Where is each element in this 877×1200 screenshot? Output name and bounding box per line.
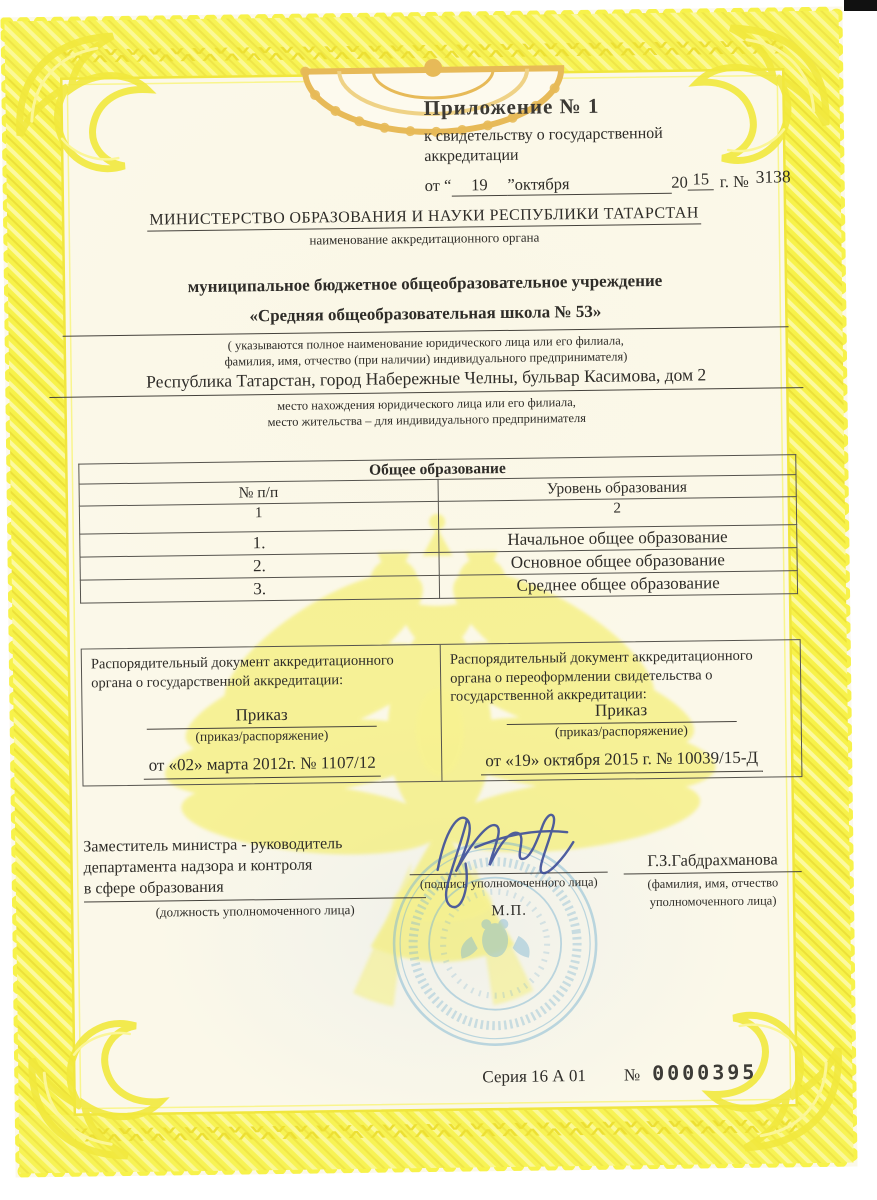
education-levels-table — [78, 454, 798, 603]
date-year-handwritten: 15 — [688, 169, 714, 190]
date-from-label: от “ — [424, 175, 452, 196]
order-right-cell — [440, 640, 802, 781]
header-subtitle-line: аккредитации — [424, 146, 519, 166]
orders-section — [81, 639, 803, 786]
order-date-line: от «19» октября 2015 г. № 10039/15-Д — [480, 747, 763, 775]
order-heading: Распорядительный документ аккредитационного органа о переоформлении свидетельства о государственной аккредитации: — [449, 647, 753, 705]
order-left-cell — [82, 645, 442, 786]
row-level: Начальное общее образование — [438, 525, 797, 553]
order-date-line: от «02» марта 2012г. № 1107/12 — [143, 752, 381, 780]
handwritten-signature — [415, 794, 595, 914]
organization-name-line2: «Средняя общеобразовательная школа № 53» — [62, 299, 788, 337]
address-block — [49, 363, 804, 433]
row-num: 3. — [80, 575, 439, 603]
official-position-block — [83, 832, 426, 922]
column-index-num: 1 — [79, 501, 438, 534]
organization-block — [62, 269, 789, 371]
name-caption: уполномоченного лица) — [649, 893, 777, 910]
date-year-suffix: г. № — [719, 171, 749, 192]
order-doc-caption: (приказ/распоряжение) — [554, 722, 688, 740]
serial-number: 0000395 — [651, 1059, 758, 1086]
signature-caption: (подпись уполномоченного лица) — [419, 874, 598, 892]
position-caption: (должность уполномоченного лица) — [155, 902, 355, 920]
position-line: департамента надзора и контроля — [83, 856, 313, 877]
organization-caption: фамилия, имя, отчество (при наличии) индивидуального предпринимателя) — [224, 349, 628, 369]
column-index-level: 2 — [438, 497, 797, 530]
row-num: 2. — [80, 552, 439, 580]
number-sign: № — [623, 1065, 641, 1085]
position-line: в сфере образования — [84, 874, 426, 903]
order-heading: Распорядительный документ аккредитационного органа о государственной аккредитации: — [90, 652, 394, 691]
signature-block — [409, 826, 608, 922]
header-block — [423, 91, 791, 197]
date-day-value: 19 — [451, 175, 507, 197]
signature-line — [409, 826, 608, 876]
address-value: Республика Татарстан, город Набережные Челны, бульвар Касимова, дом 2 — [49, 363, 803, 398]
column-header-num: № п/п — [79, 479, 438, 506]
page-title: Приложение № 1 — [423, 93, 600, 121]
certificate-number: 3138 — [755, 166, 791, 187]
official-name: Г.З.Габдрахманова — [623, 849, 801, 874]
address-caption: место нахождения юридического лица или его филиала, — [277, 395, 576, 413]
accreditation-date-line — [424, 166, 791, 197]
header-subtitle-line: к свидетельству о государственной — [423, 124, 663, 146]
name-caption: (фамилия, имя, отчество — [647, 875, 779, 892]
order-doc-caption: (приказ/распоряжение) — [195, 727, 329, 745]
certificate-page — [0, 7, 857, 1178]
organization-caption: ( указываются полное наименование юридического лица или его филиала, — [227, 333, 624, 353]
order-doc-type: Приказ — [506, 698, 736, 725]
table-title: Общее образование — [79, 455, 796, 484]
official-name-block — [623, 849, 802, 911]
authority-name: МИНИСТЕРСТВО ОБРАЗОВАНИЯ И НАУКИ РЕСПУБЛИКИ ТАТАРСТАН — [147, 204, 701, 231]
organization-name-line1: муниципальное бюджетное общеобразовательное учреждение — [187, 270, 663, 297]
stamp-place-label: М.П. — [491, 902, 528, 920]
date-year-printed: 20 — [671, 172, 688, 192]
address-caption: место жительства – для индивидуального предпринимателя — [267, 410, 587, 430]
row-level: Среднее общее образование — [439, 571, 798, 599]
date-month-value: ”октября — [507, 173, 671, 196]
authority-block — [43, 203, 805, 252]
row-level: Основное общее образование — [438, 548, 797, 576]
order-doc-type: Приказ — [146, 703, 376, 730]
serial-block — [482, 1060, 757, 1088]
position-line: Заместитель министра - руководитель — [83, 835, 343, 856]
scan-artifact — [844, 0, 877, 11]
series-label: Серия 16 А 01 — [482, 1065, 587, 1087]
authority-caption: наименование аккредитационного органа — [309, 229, 540, 248]
column-header-level: Уровень образования — [438, 475, 797, 502]
row-num: 1. — [80, 529, 439, 557]
